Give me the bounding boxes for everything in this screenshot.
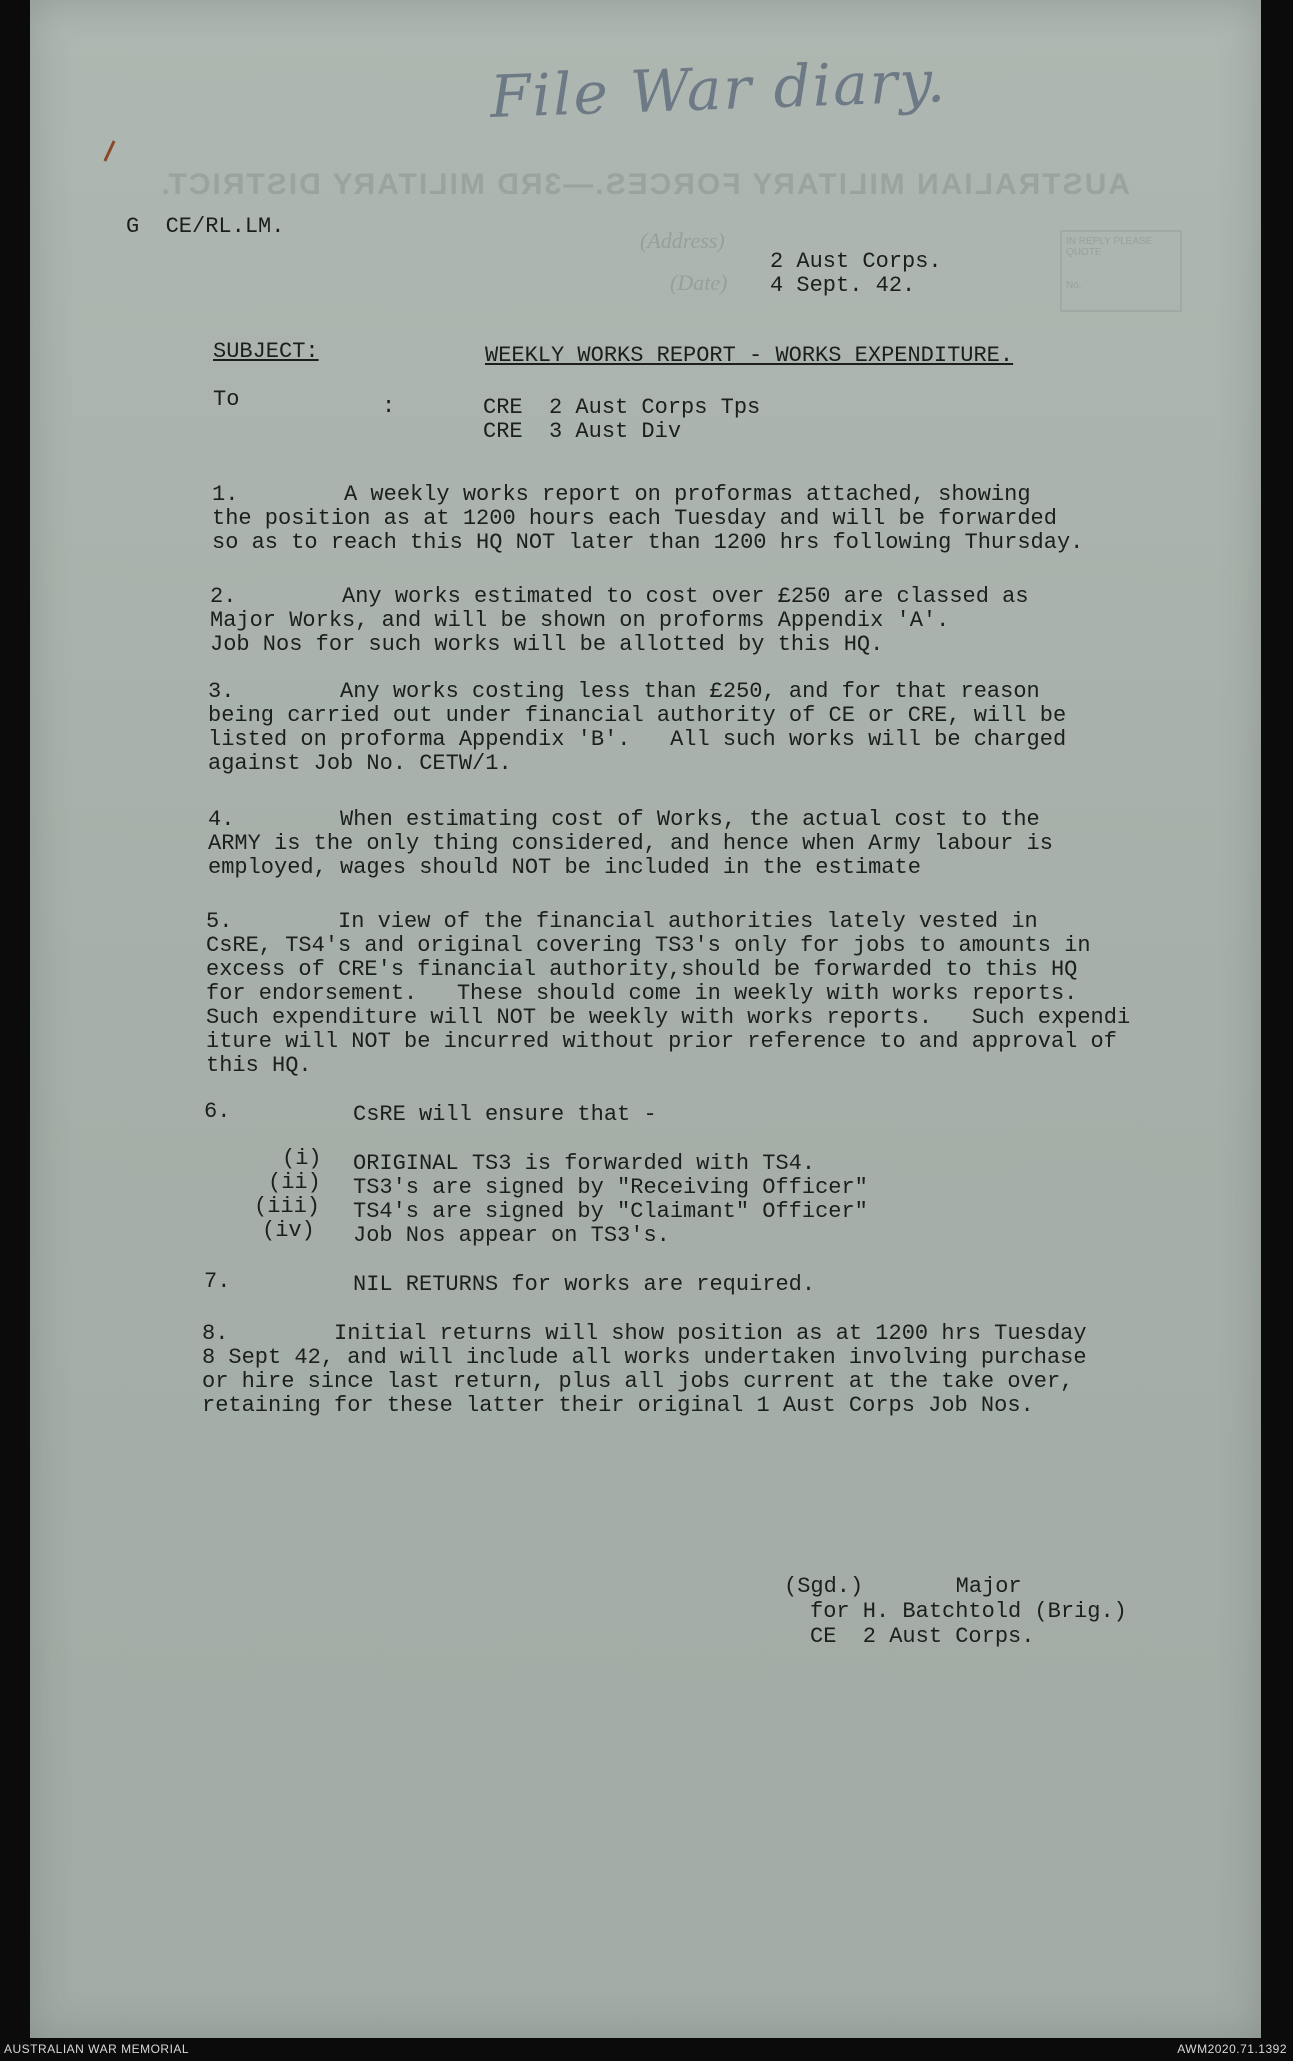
ink-mark — [103, 140, 115, 161]
footer-right: AWM2020.71.1392 — [1177, 2042, 1287, 2056]
letterhead-showthrough: AUSTRALIAN MILITARY FORCES.—3RD MILITARY DISTRICT. — [159, 168, 1130, 201]
reply-stamp-text: IN REPLY PLEASE QUOTE — [1066, 236, 1153, 258]
subject-label: SUBJECT: — [213, 339, 319, 364]
paragraph-7-text: NIL RETURNS for works are required. — [353, 1272, 816, 1297]
list-item-text: TS4's are signed by "Claimant" Officer" — [353, 1199, 868, 1224]
paragraph-3: 3. Any works costing less than £250, and for that reason being carried out under financial authority of CE or CRE, will be listed on proforma Appendix 'B'. All such works will be charged against Job No. CETW/1. — [208, 679, 1067, 776]
paragraph-7-number: 7. — [204, 1269, 231, 1294]
list-item-number: (ii) — [268, 1170, 321, 1195]
signature-unit: CE 2 Aust Corps. — [810, 1624, 1035, 1649]
reference: G CE/RL.LM. — [126, 214, 285, 239]
document-date: 4 Sept. 42. — [770, 273, 916, 298]
address-label: (Address) — [640, 228, 725, 253]
signature-name: for H. Batchtold (Brig.) — [810, 1599, 1127, 1624]
paragraph-2: 2. Any works estimated to cost over £250 are classed as Major Works, and will be shown on proforms Appendix 'A'. Job Nos for such works will be allotted by this HQ. — [210, 584, 1029, 657]
paragraph-6-number: 6. — [204, 1099, 231, 1124]
reply-stamp-box — [1060, 230, 1182, 312]
list-item-number: (i) — [282, 1146, 322, 1171]
list-item-text: TS3's are signed by "Receiving Officer" — [353, 1175, 868, 1200]
to-label: To — [213, 387, 240, 412]
to-line-1: CRE 2 Aust Corps Tps — [483, 395, 761, 420]
document-page — [30, 0, 1261, 2038]
list-item-text: ORIGINAL TS3 is forwarded with TS4. — [353, 1151, 816, 1176]
to-line-2: CRE 3 Aust Div — [483, 419, 682, 444]
paragraph-4: 4. When estimating cost of Works, the actual cost to the ARMY is the only thing considered, and hence when Army labour is employed, wages should NOT be included in the estimate — [208, 807, 1053, 880]
list-item-number: (iv) — [262, 1218, 315, 1243]
paragraph-8: 8. Initial returns will show position as at 1200 hrs Tuesday 8 Sept 42, and will include all works undertaken involving purchase or hire since last return, plus all jobs current at the take over, retaining for these latter their original 1 Aust Corps Job Nos. — [202, 1321, 1087, 1418]
list-item-text: Job Nos appear on TS3's. — [353, 1223, 670, 1248]
reply-stamp-no: No. — [1066, 280, 1082, 291]
paragraph-1: 1. A weekly works report on proformas attached, showing the position as at 1200 hours each Tuesday and will be forwarded so as to reach this HQ NOT later than 1200 hrs following Thursday. — [212, 482, 1084, 555]
list-item-number: (iii) — [254, 1194, 321, 1219]
to-colon: : — [382, 394, 396, 419]
from-unit: 2 Aust Corps. — [770, 249, 942, 274]
paragraph-5: 5. In view of the financial authorities lately vested in CsRE, TS4's and original covering TS3's only for jobs to amounts in excess of CRE's financial authority,should be forwarded to this HQ for endorsement. These should come in weekly with works reports. Such expenditure will NOT be weekly with works reports. Such expendi iture will NOT be incurred without prior reference to and approval of this HQ. — [206, 909, 1131, 1078]
paragraph-6-text: CsRE will ensure that - — [353, 1102, 657, 1127]
footer-left: AUSTRALIAN WAR MEMORIAL — [4, 2042, 190, 2056]
signature-sgd: (Sgd.) Major — [784, 1574, 1022, 1599]
subject-text: WEEKLY WORKS REPORT - WORKS EXPENDITURE. — [485, 343, 1014, 368]
handwritten-note: File War diary. — [488, 47, 948, 131]
date-label: (Date) — [670, 270, 728, 295]
